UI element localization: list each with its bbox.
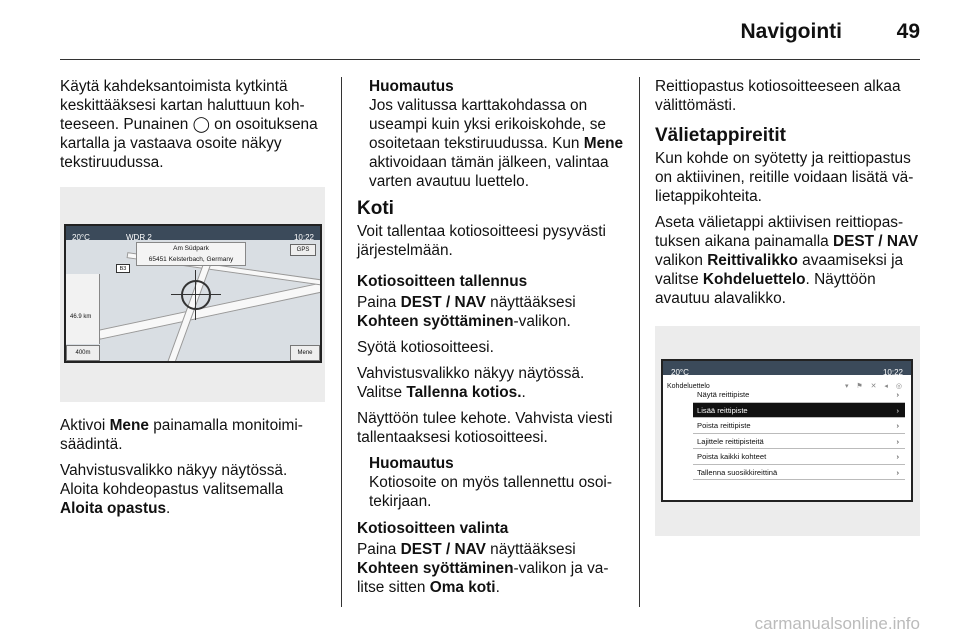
radio-station: WDR 2 bbox=[126, 233, 152, 242]
address-box bbox=[136, 242, 246, 266]
status-icons: ▾ ⚑ ✕ ◂ ◎ bbox=[844, 383, 905, 390]
paragraph: Reittiopastus kotiosoitteeseen alkaa välittömästi. bbox=[655, 78, 901, 114]
menu-item-label: Näytä reittipiste bbox=[697, 390, 750, 399]
menu-figure bbox=[655, 326, 920, 536]
column-divider bbox=[639, 77, 640, 607]
crosshair-line bbox=[171, 294, 221, 295]
menu-item[interactable] bbox=[693, 418, 905, 434]
menu-item-label: Tallenna suosikkireittinä bbox=[697, 467, 778, 477]
chevron-right-icon: › bbox=[896, 436, 899, 446]
chevron-right-icon: › bbox=[896, 421, 899, 430]
menu-item[interactable] bbox=[693, 403, 905, 419]
road-label: B3 bbox=[116, 264, 130, 273]
paragraph: Paina DEST / NAV näyttääksesi Kohteen syöttäminen-valikon. bbox=[357, 294, 576, 330]
heading: Koti bbox=[357, 198, 394, 219]
distance-label: 46.9 km bbox=[70, 314, 92, 320]
paragraph: Vahvistusvalikko näkyy näytössä. Valitse Tallenna kotios.. bbox=[357, 365, 585, 401]
paragraph: Paina DEST / NAV näyttääksesi Kohteen syöttäminen-valikon ja va-litse sitten Oma koti. bbox=[357, 541, 609, 596]
header-divider bbox=[60, 59, 920, 60]
map-figure bbox=[60, 187, 325, 402]
map-side-panel bbox=[66, 274, 100, 344]
clock: 10:22 bbox=[882, 368, 903, 377]
menu-item-label: Lajittele reittipisteitä bbox=[697, 436, 764, 446]
subheading: Kotiosoitteen tallennus bbox=[357, 273, 528, 290]
crosshair-icon bbox=[181, 280, 211, 310]
column-2 bbox=[357, 77, 625, 604]
heading: Välietappireitit bbox=[655, 125, 786, 146]
subheading: Kotiosoitteen valinta bbox=[357, 520, 509, 537]
menu-item-label: Poista kaikki kohteet bbox=[697, 452, 767, 461]
gps-indicator: GPS bbox=[290, 244, 316, 256]
paragraph: Aktivoi Mene painamalla monitoimi-säädintä. bbox=[60, 417, 303, 453]
paragraph: Aseta välietappi aktiivisen reittiopas-tuksen aikana painamalla DEST / NAV valikon Reittivalikko avaamiseksi ja valitse Kohdeluettelo. Näyttöön avautuu alavalikko. bbox=[655, 214, 919, 307]
paragraph: Kun kohde on syötetty ja reittiopastus on aktiivinen, reitille voidaan lisätä vä-lietappikohteita. bbox=[655, 150, 914, 205]
temperature: 20°C bbox=[72, 233, 90, 242]
note-title: Huomautus bbox=[369, 455, 454, 472]
crosshair-line bbox=[195, 270, 196, 320]
column-3 bbox=[655, 77, 923, 536]
menu-item[interactable] bbox=[693, 449, 905, 465]
menu-item[interactable] bbox=[693, 434, 905, 450]
paragraph: Syötä kotiosoitteesi. bbox=[357, 339, 494, 356]
address-line-1: Am Südpark bbox=[173, 245, 209, 252]
paragraph: Voit tallentaa kotiosoitteesi pysyvästi järjestelmään. bbox=[357, 223, 606, 259]
menu-screen bbox=[661, 359, 913, 502]
scale-indicator: 400m bbox=[66, 345, 100, 361]
page-header bbox=[60, 18, 920, 50]
mene-button[interactable]: Mene bbox=[290, 345, 320, 361]
note: Huomautus Kotiosoite on myös tallennettu osoi-tekirjaan. bbox=[357, 454, 625, 511]
map-screen bbox=[64, 224, 322, 363]
note: Huomautus Jos valitussa karttakohdassa on useampi kuin yksi erikoiskohde, se osoitetaan tekstiruudussa. Kun Mene aktivoidaan tämän jälkeen, valintaa varten avautuu luettelo. bbox=[369, 78, 624, 190]
chevron-right-icon: › bbox=[896, 452, 899, 461]
menu-item-label: Poista reittipiste bbox=[697, 421, 751, 430]
temperature: 20°C bbox=[671, 368, 689, 377]
status-bar bbox=[66, 226, 320, 240]
address-line-2: 65451 Kelsterbach, Germany bbox=[148, 256, 234, 263]
page-title: Navigointi bbox=[740, 20, 842, 43]
paragraph: Vahvistusvalikko näkyy näytössä. Aloita kohdeopastus valitsemalla Aloita opastus. bbox=[60, 462, 288, 517]
menu-item-label: Lisää reittipiste bbox=[697, 405, 748, 415]
note-title: Huomautus bbox=[369, 78, 454, 95]
chevron-right-icon: › bbox=[896, 467, 899, 477]
menu-item[interactable] bbox=[693, 387, 905, 403]
column-1 bbox=[60, 77, 325, 525]
paragraph: Näyttöön tulee kehote. Vahvista viesti tallentaaksesi kotiosoitteesi. bbox=[357, 410, 613, 446]
page-number: 49 bbox=[896, 20, 920, 43]
menu-subtitle: Kohdeluettelo bbox=[667, 383, 710, 390]
watermark: carmanualsonline.info bbox=[754, 614, 920, 633]
status-bar bbox=[663, 361, 911, 375]
column-divider bbox=[341, 77, 342, 607]
menu-list bbox=[693, 387, 905, 480]
paragraph: Käytä kahdeksantoimista kytkintä keskittääksesi kartan haluttuun koh-teeseen. Punainen ◯ on osoituksena kartalla ja vastaava osoite näkyy tekstiruudussa. bbox=[60, 78, 318, 171]
chevron-right-icon: › bbox=[896, 405, 899, 415]
menu-item[interactable] bbox=[693, 465, 905, 481]
clock: 10:22 bbox=[293, 233, 314, 242]
chevron-right-icon: › bbox=[896, 390, 899, 399]
